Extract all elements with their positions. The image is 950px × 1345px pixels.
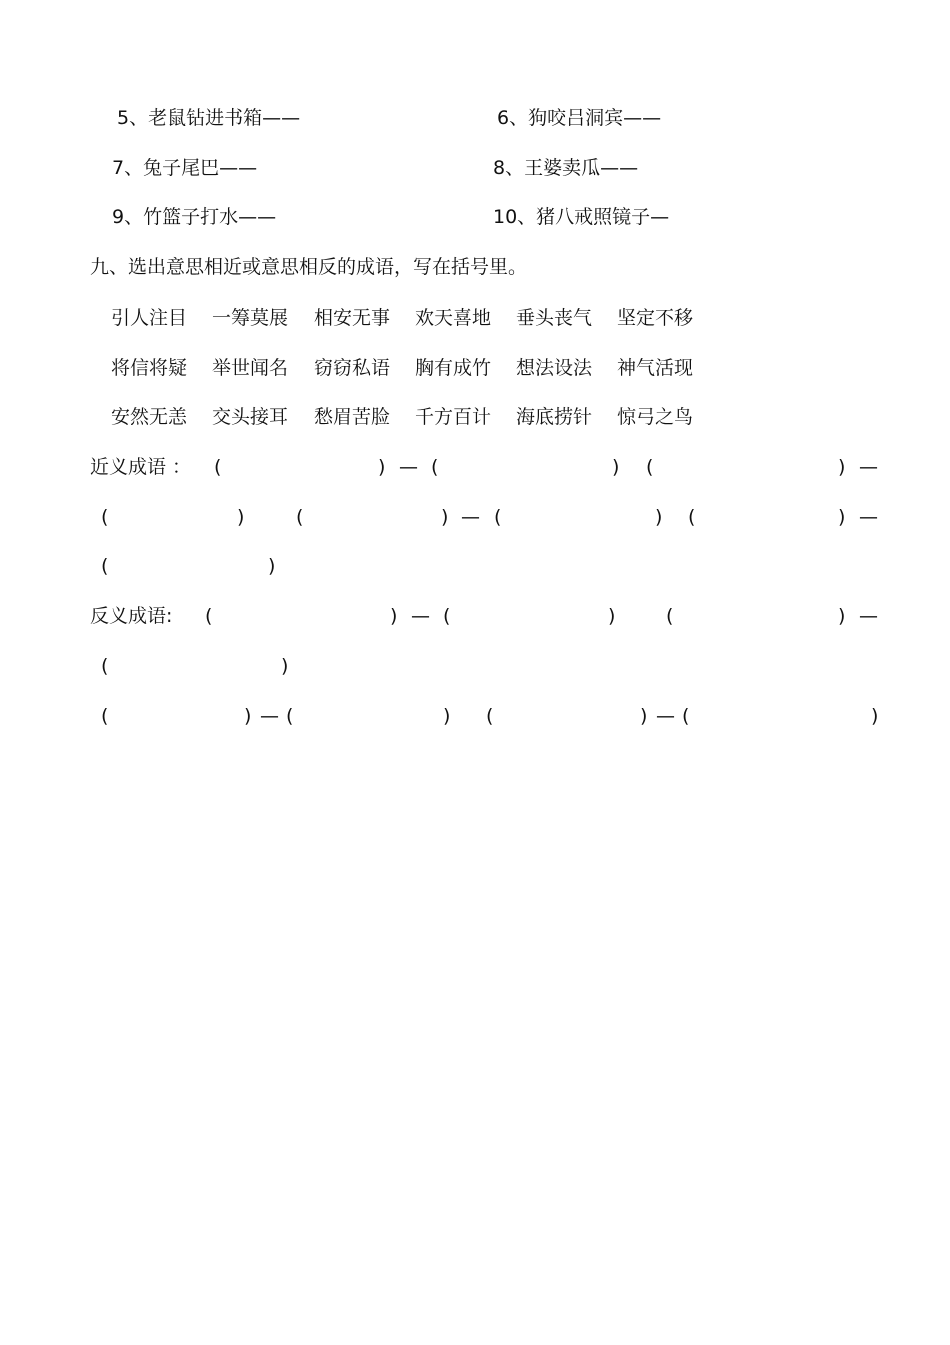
xiehouyu-item-10: 10、猪八戒照镜子— bbox=[493, 206, 670, 228]
close-paren: ) bbox=[608, 605, 616, 627]
idiom: 愁眉苦脸 bbox=[314, 406, 391, 428]
open-paren: ( bbox=[296, 506, 304, 528]
dash: — bbox=[260, 705, 279, 727]
idiom: 交头接耳 bbox=[212, 406, 289, 428]
idiom: 胸有成竹 bbox=[415, 357, 492, 379]
close-paren: ) bbox=[441, 506, 449, 528]
open-paren: ( bbox=[666, 605, 674, 627]
idiom: 海底捞针 bbox=[516, 406, 593, 428]
open-paren: ( bbox=[486, 705, 494, 727]
open-paren: ( bbox=[286, 705, 294, 727]
xiehouyu-item-6: 6、狗咬吕洞宾—— bbox=[497, 107, 662, 129]
close-paren: ) bbox=[871, 705, 879, 727]
open-paren: ( bbox=[494, 506, 502, 528]
close-paren: ) bbox=[640, 705, 648, 727]
close-paren: ) bbox=[237, 506, 245, 528]
close-paren: ) bbox=[390, 605, 398, 627]
close-paren: ) bbox=[378, 456, 386, 478]
close-paren: ) bbox=[838, 605, 846, 627]
dash: — bbox=[399, 456, 418, 478]
xiehouyu-item-9: 9、竹篮子打水—— bbox=[112, 206, 277, 228]
close-paren: ) bbox=[838, 456, 846, 478]
idiom: 惊弓之鸟 bbox=[617, 406, 694, 428]
close-paren: ) bbox=[268, 555, 276, 577]
open-paren: ( bbox=[431, 456, 439, 478]
xiehouyu-item-7: 7、兔子尾巴—— bbox=[112, 157, 258, 179]
open-paren: ( bbox=[214, 456, 222, 478]
idiom: 相安无事 bbox=[314, 307, 391, 329]
dash: — bbox=[859, 605, 878, 627]
idiom: 垂头丧气 bbox=[516, 307, 593, 329]
open-paren: ( bbox=[443, 605, 451, 627]
open-paren: ( bbox=[101, 705, 109, 727]
close-paren: ) bbox=[838, 506, 846, 528]
close-paren: ) bbox=[244, 705, 252, 727]
idiom: 窃窃私语 bbox=[314, 357, 391, 379]
idiom: 引人注目 bbox=[111, 307, 188, 329]
open-paren: ( bbox=[101, 555, 109, 577]
section-title: 九、选出意思相近或意思相反的成语，写在括号里。 bbox=[90, 256, 528, 278]
close-paren: ) bbox=[655, 506, 663, 528]
dash: — bbox=[859, 506, 878, 528]
open-paren: ( bbox=[101, 655, 109, 677]
dash: — bbox=[461, 506, 480, 528]
synonym-label: 近义成语 ： bbox=[90, 456, 192, 478]
close-paren: ) bbox=[443, 705, 451, 727]
idiom: 坚定不移 bbox=[617, 307, 694, 329]
open-paren: ( bbox=[688, 506, 696, 528]
open-paren: ( bbox=[101, 506, 109, 528]
idiom: 将信将疑 bbox=[111, 357, 188, 379]
idiom: 想法设法 bbox=[516, 357, 593, 379]
xiehouyu-item-5: 5、老鼠钻进书箱—— bbox=[117, 107, 301, 129]
idiom: 千方百计 bbox=[415, 406, 492, 428]
open-paren: ( bbox=[682, 705, 690, 727]
idiom: 神气活现 bbox=[617, 357, 694, 379]
idiom: 安然无恙 bbox=[111, 406, 188, 428]
idiom: 欢天喜地 bbox=[415, 307, 492, 329]
close-paren: ) bbox=[612, 456, 620, 478]
close-paren: ) bbox=[281, 655, 289, 677]
open-paren: ( bbox=[205, 605, 213, 627]
dash: — bbox=[411, 605, 430, 627]
dash: — bbox=[656, 705, 675, 727]
idiom: 一筹莫展 bbox=[212, 307, 289, 329]
idiom: 举世闻名 bbox=[212, 357, 289, 379]
dash: — bbox=[859, 456, 878, 478]
antonym-label: 反义成语: bbox=[90, 605, 173, 627]
xiehouyu-item-8: 8、王婆卖瓜—— bbox=[493, 157, 639, 179]
open-paren: ( bbox=[646, 456, 654, 478]
